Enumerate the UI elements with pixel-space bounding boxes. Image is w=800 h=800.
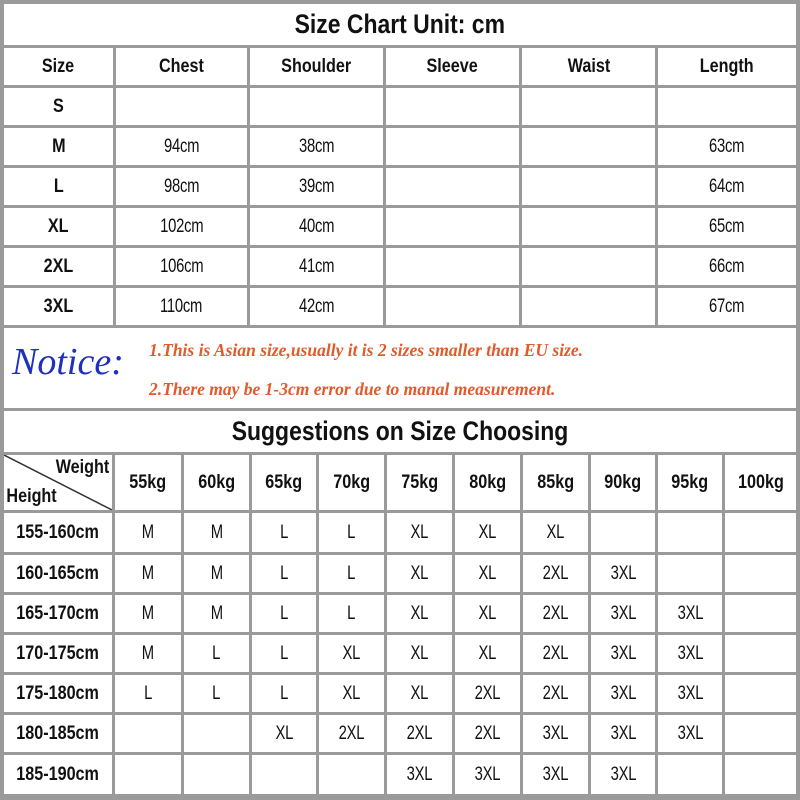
suggestion-cell-text: 2XL <box>406 722 433 744</box>
suggestions-title <box>4 411 796 452</box>
size-chart-cell-text: 102cm <box>159 215 204 237</box>
corner-height-label: Height <box>6 486 57 507</box>
suggestion-cell-text: M <box>141 562 155 584</box>
notice-label: Notice: <box>12 341 124 383</box>
suggestion-cell <box>725 755 796 794</box>
size-chart-cell-text: 65cm <box>709 215 745 237</box>
size-chart-cell <box>116 208 247 245</box>
suggestion-cell <box>319 595 384 632</box>
suggestion-cell-text: M <box>141 521 155 543</box>
suggestion-cell <box>591 513 655 552</box>
size-chart-cell-text: 38cm <box>298 135 335 157</box>
suggestion-cell-text: XL <box>410 521 429 543</box>
size-label <box>4 128 113 165</box>
suggestion-cell <box>725 595 796 632</box>
size-chart-cell-text: 39cm <box>298 175 335 197</box>
suggestion-cell-text: 2XL <box>542 602 569 624</box>
suggestion-cell-text: XL <box>275 722 293 744</box>
suggestion-cell-text: 2XL <box>542 642 569 664</box>
suggestion-cell <box>658 513 722 552</box>
suggestion-cell <box>184 755 249 794</box>
size-chart-header-shoulder-text: Shoulder <box>281 55 352 77</box>
suggestion-cell-text: L <box>279 521 289 543</box>
suggestion-cell-text: XL <box>410 682 429 704</box>
suggestion-cell <box>387 635 452 672</box>
suggestion-cell <box>387 595 452 632</box>
suggestion-cell <box>115 715 181 752</box>
height-label <box>4 513 112 552</box>
size-chart-header-shoulder <box>250 48 383 85</box>
size-chart-cell-text: 63cm <box>709 135 745 157</box>
height-label <box>4 635 112 672</box>
size-chart-cell <box>250 208 383 245</box>
size-chart-cell <box>386 128 519 165</box>
suggestion-cell-text: 3XL <box>610 562 636 584</box>
suggestion-cell <box>523 555 588 592</box>
suggestion-cell <box>319 715 384 752</box>
corner-header <box>4 455 112 510</box>
weight-header-text: 70kg <box>333 471 370 493</box>
suggestion-cell <box>523 715 588 752</box>
size-chart-cell <box>658 248 796 285</box>
height-label-text: 155-160cm <box>16 521 100 543</box>
suggestion-cell <box>591 595 655 632</box>
suggestion-cell-text: 3XL <box>677 722 703 744</box>
weight-header-text: 75kg <box>401 471 438 493</box>
suggestion-cell <box>725 675 796 712</box>
notice-line-2: 2.There may be 1-3cm error due to manal measurement. <box>149 379 556 399</box>
size-chart-cell <box>116 288 247 325</box>
suggestion-cell <box>115 555 181 592</box>
suggestion-cell <box>455 635 520 672</box>
weight-header-text: 65kg <box>265 471 303 493</box>
size-label-text: 2XL <box>43 255 74 277</box>
weight-header-text: 95kg <box>671 471 709 493</box>
weight-header-text: 80kg <box>469 471 506 493</box>
size-chart-header-length-text: Length <box>700 55 754 77</box>
suggestion-cell <box>455 555 520 592</box>
size-chart-cell <box>386 288 519 325</box>
size-chart-header-size <box>4 48 113 85</box>
suggestions-title-text: Suggestions on Size Choosing <box>231 416 569 446</box>
suggestion-cell <box>184 715 249 752</box>
size-label-text: L <box>53 175 64 197</box>
size-label-text: 3XL <box>43 295 74 317</box>
size-chart-cell-text: 41cm <box>298 255 335 277</box>
suggestion-cell-text: XL <box>410 602 429 624</box>
size-chart-cell-text: 110cm <box>160 295 203 317</box>
size-chart-cell <box>250 248 383 285</box>
suggestion-cell <box>184 595 249 632</box>
size-chart-header-size-text: Size <box>42 55 75 77</box>
suggestion-cell <box>252 755 316 794</box>
weight-header <box>523 455 588 510</box>
suggestion-cell <box>184 675 249 712</box>
height-label <box>4 675 112 712</box>
height-label <box>4 595 112 632</box>
suggestion-cell-text: M <box>141 642 155 664</box>
suggestion-cell <box>658 555 722 592</box>
suggestion-cell <box>591 715 655 752</box>
suggestion-cell-text: 3XL <box>610 722 636 744</box>
suggestion-cell <box>115 595 181 632</box>
size-chart-cell-text: 64cm <box>709 175 745 197</box>
suggestion-cell-text: XL <box>410 642 429 664</box>
size-chart-header-chest <box>116 48 247 85</box>
suggestion-cell-text: M <box>210 562 223 584</box>
size-label-text: XL <box>48 215 69 237</box>
height-label-text: 165-170cm <box>16 602 100 624</box>
size-chart-cell <box>658 88 796 125</box>
size-chart-title-text: Size Chart Unit: cm <box>294 9 506 39</box>
weight-header-text: 60kg <box>198 471 235 493</box>
size-chart-cell <box>116 128 247 165</box>
size-chart-cell <box>522 248 655 285</box>
size-chart-cell-text: 98cm <box>163 175 200 197</box>
suggestion-cell-text: XL <box>478 642 497 664</box>
suggestion-cell <box>319 755 384 794</box>
suggestion-cell-text: M <box>210 521 223 543</box>
size-chart-cell <box>658 128 796 165</box>
size-chart-cell <box>658 168 796 205</box>
size-chart-cell <box>522 88 655 125</box>
weight-header-text: 55kg <box>129 471 167 493</box>
suggestion-cell-text: 3XL <box>610 642 636 664</box>
size-label <box>4 168 113 205</box>
suggestion-cell <box>252 555 316 592</box>
size-chart-header-sleeve <box>386 48 519 85</box>
suggestion-cell <box>658 595 722 632</box>
weight-header <box>658 455 722 510</box>
suggestion-cell-text: 3XL <box>677 642 703 664</box>
size-label-text: S <box>53 95 64 117</box>
size-chart-cell <box>386 168 519 205</box>
size-chart-cell <box>250 168 383 205</box>
size-chart-cell <box>250 88 383 125</box>
height-label-text: 170-175cm <box>16 642 100 664</box>
suggestion-cell <box>591 555 655 592</box>
size-chart-cell-text: 40cm <box>298 215 335 237</box>
suggestion-cell <box>523 513 588 552</box>
size-chart-cell <box>250 288 383 325</box>
suggestion-cell <box>455 513 520 552</box>
size-chart-header-chest-text: Chest <box>159 55 204 77</box>
weight-header <box>725 455 796 510</box>
corner-weight-label: Weight <box>55 457 110 478</box>
suggestion-cell <box>725 635 796 672</box>
suggestion-cell-text: 2XL <box>542 682 569 704</box>
suggestion-cell <box>387 555 452 592</box>
suggestion-cell <box>319 675 384 712</box>
suggestion-cell <box>387 755 452 794</box>
suggestion-cell <box>725 555 796 592</box>
size-chart-cell <box>522 208 655 245</box>
height-label-text: 185-190cm <box>16 763 100 785</box>
suggestion-cell-text: L <box>212 642 221 664</box>
suggestion-cell <box>252 675 316 712</box>
suggestion-cell-text: 2XL <box>474 722 501 744</box>
size-chart-cell <box>522 168 655 205</box>
suggestion-cell-text: 3XL <box>677 602 703 624</box>
size-chart-cell-text: 42cm <box>298 295 335 317</box>
weight-header-text: 90kg <box>604 471 642 493</box>
suggestion-cell-text: L <box>279 682 289 704</box>
suggestion-cell-text: M <box>141 602 155 624</box>
suggestion-cell <box>591 635 655 672</box>
suggestion-cell-text: 3XL <box>474 763 501 785</box>
suggestion-cell-text: 3XL <box>610 763 636 785</box>
size-chart-cell <box>522 128 655 165</box>
suggestion-cell-text: L <box>279 642 289 664</box>
suggestion-cell-text: XL <box>546 521 565 543</box>
suggestion-cell-text: XL <box>342 682 361 704</box>
size-chart-cell-text: 94cm <box>163 135 200 157</box>
suggestion-cell-text: 3XL <box>610 682 636 704</box>
suggestion-cell <box>252 595 316 632</box>
suggestion-cell-text: 2XL <box>474 682 501 704</box>
suggestion-cell-text: 3XL <box>542 722 569 744</box>
weight-header-text: 100kg <box>737 471 784 493</box>
suggestion-cell <box>523 755 588 794</box>
suggestion-cell-text: L <box>347 602 356 624</box>
size-label <box>4 248 113 285</box>
suggestion-cell-text: XL <box>478 521 497 543</box>
suggestion-cell <box>184 635 249 672</box>
suggestion-cell <box>252 635 316 672</box>
size-label-text: M <box>51 135 66 157</box>
size-label <box>4 88 113 125</box>
suggestion-cell <box>115 755 181 794</box>
size-chart-cell-text: 67cm <box>709 295 745 317</box>
suggestion-cell <box>319 555 384 592</box>
suggestion-cell <box>658 675 722 712</box>
suggestion-cell-text: XL <box>342 642 361 664</box>
suggestion-cell <box>455 715 520 752</box>
size-chart-header-waist <box>522 48 655 85</box>
suggestion-cell <box>455 675 520 712</box>
height-label-text: 175-180cm <box>16 682 100 704</box>
suggestion-cell <box>319 635 384 672</box>
weight-header <box>184 455 249 510</box>
weight-header <box>252 455 316 510</box>
size-chart-cell <box>116 88 247 125</box>
suggestion-cell-text: L <box>212 682 221 704</box>
suggestion-cell-text: 3XL <box>542 763 569 785</box>
size-chart-header-waist-text: Waist <box>567 55 610 77</box>
suggestion-cell-text: M <box>210 602 223 624</box>
suggestion-cell <box>658 715 722 752</box>
size-chart-header-length <box>658 48 796 85</box>
suggestion-cell <box>658 755 722 794</box>
suggestion-cell-text: 3XL <box>610 602 636 624</box>
suggestion-cell <box>523 675 588 712</box>
size-chart-cell-text: 106cm <box>159 255 204 277</box>
notice-line-1: 1.This is Asian size,usually it is 2 sizes smaller than EU size. <box>149 340 584 360</box>
size-chart-cell <box>116 168 247 205</box>
suggestion-cell-text: XL <box>478 562 497 584</box>
size-chart-cell <box>116 248 247 285</box>
notice-panel <box>4 328 796 408</box>
suggestion-cell-text: 3XL <box>677 682 703 704</box>
height-label <box>4 715 112 752</box>
suggestion-cell-text: 2XL <box>542 562 569 584</box>
suggestion-cell <box>455 595 520 632</box>
size-chart-title <box>4 4 796 45</box>
suggestion-cell <box>252 513 316 552</box>
suggestion-cell <box>725 715 796 752</box>
suggestion-cell-text: L <box>347 562 356 584</box>
weight-header-text: 85kg <box>537 471 574 493</box>
suggestion-cell <box>387 675 452 712</box>
size-chart-cell-text: 66cm <box>709 255 745 277</box>
weight-header <box>387 455 452 510</box>
suggestion-cell <box>184 513 249 552</box>
suggestion-cell-text: XL <box>478 602 497 624</box>
weight-header <box>319 455 384 510</box>
suggestion-cell <box>523 595 588 632</box>
suggestion-cell <box>115 635 181 672</box>
size-label <box>4 288 113 325</box>
height-label-text: 180-185cm <box>16 722 100 744</box>
suggestion-cell <box>658 635 722 672</box>
height-label <box>4 555 112 592</box>
suggestion-cell <box>115 675 181 712</box>
size-chart-cell <box>386 208 519 245</box>
suggestion-cell <box>184 555 249 592</box>
weight-header <box>591 455 655 510</box>
size-chart-cell <box>658 288 796 325</box>
suggestion-cell-text: L <box>143 682 153 704</box>
suggestion-cell-text: 2XL <box>338 722 365 744</box>
height-label <box>4 755 112 794</box>
suggestion-cell-text: L <box>279 562 289 584</box>
size-chart-cell <box>386 248 519 285</box>
height-label-text: 160-165cm <box>16 562 100 584</box>
suggestion-cell <box>252 715 316 752</box>
suggestion-cell <box>591 675 655 712</box>
weight-header <box>115 455 181 510</box>
suggestion-cell <box>387 513 452 552</box>
size-chart-header-sleeve-text: Sleeve <box>426 55 479 77</box>
suggestion-cell <box>387 715 452 752</box>
size-chart-cell <box>386 88 519 125</box>
size-chart-cell <box>250 128 383 165</box>
suggestion-cell <box>455 755 520 794</box>
size-chart-cell <box>658 208 796 245</box>
suggestion-cell <box>725 513 796 552</box>
suggestion-cell-text: L <box>279 602 289 624</box>
suggestion-cell-text: XL <box>410 562 429 584</box>
suggestion-cell-text: L <box>347 521 356 543</box>
suggestion-cell <box>115 513 181 552</box>
size-chart-cell <box>522 288 655 325</box>
weight-header <box>455 455 520 510</box>
suggestion-cell-text: 3XL <box>406 763 433 785</box>
suggestion-cell <box>591 755 655 794</box>
suggestion-cell <box>319 513 384 552</box>
suggestion-cell <box>523 635 588 672</box>
size-label <box>4 208 113 245</box>
